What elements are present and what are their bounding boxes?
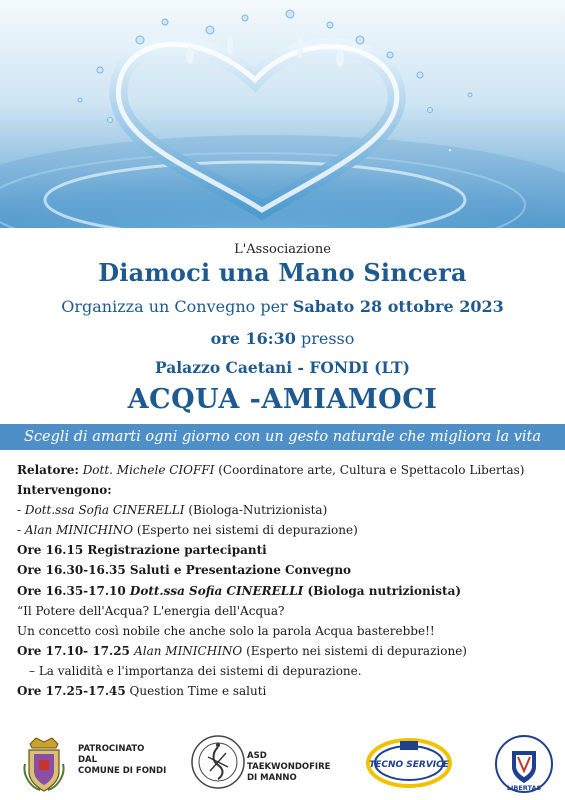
schedule-item-3-name: Dott.ssa Sofia CINERELLI [129, 583, 304, 598]
speaker-2-name: Alan MINICHINO [24, 523, 134, 538]
comune-di-fondi-crest-icon [22, 734, 66, 794]
speaker-2-line [17, 520, 557, 540]
schedule-item-3-role: (Biologa nutrizionista) [303, 583, 462, 598]
convegno-date-line [0, 297, 565, 316]
event-time: ore 16:30 [210, 329, 296, 348]
asd-line-1: ASD [247, 751, 267, 761]
patrocinato-line-2: DAL [78, 755, 98, 765]
schedule-item-5-time: Ore 17.25-17.45 [17, 684, 126, 699]
schedule-item-4-role: (Esperto nei sistemi di depurazione) [242, 643, 467, 658]
schedule-item-4 [17, 641, 557, 661]
tagline-banner: Scegli di amarti ogni giorno con un gesto naturale che migliora la vita [0, 424, 565, 450]
time-line [0, 329, 565, 348]
patrocinato-line-3: COMUNE DI FONDI [78, 766, 167, 776]
program-list [17, 460, 557, 701]
quote-line-2: Un concetto così nobile che anche solo la parola Acqua basterebbe!! [17, 623, 435, 638]
schedule-item-4-time: Ore 17.10- 17.25 [17, 643, 135, 658]
tecno-service-label: TECNO SERVICE [369, 760, 449, 770]
speaker-1-prefix: - [17, 503, 25, 518]
speaker-2-role: (Esperto nei sistemi di depurazione) [133, 523, 358, 538]
event-title: ACQUA -AMIAMOCI [127, 384, 438, 415]
event-date: Sabato 28 ottobre 2023 [292, 297, 504, 316]
speaker-1-role: (Biologa-Nutrizionista) [184, 503, 328, 518]
relatore-line [17, 460, 557, 480]
schedule-item-3 [17, 581, 557, 601]
schedule-item-3-time: Ore 16.35-17.10 [17, 583, 130, 598]
patrocinato-line-1: PATROCINATO [78, 744, 145, 754]
time-suffix: presso [295, 329, 355, 348]
taekwondo-seal-icon [190, 733, 246, 791]
organizza-prefix: Organizza un Convegno per [61, 297, 293, 316]
quote-line-1: “Il Potere dell'Acqua? L'energia dell'Acqua? [17, 603, 285, 618]
schedule-item-1: Ore 16.15 Registrazione partecipanti [17, 543, 267, 558]
intervengono-label: Intervengono: [17, 483, 112, 498]
patrocinato-text [78, 744, 166, 777]
asd-text [247, 751, 330, 784]
tecno-service-logo-icon [366, 737, 452, 789]
speaker-1-name: Dott.ssa Sofia CINERELLI [24, 503, 185, 518]
schedule-item-4-topic: – La validità e l'importanza dei sistemi di depurazione. [29, 663, 362, 678]
asd-line-3: DI MANNO [247, 773, 297, 783]
schedule-item-5 [17, 681, 557, 701]
speaker-2-prefix: - [17, 523, 25, 538]
relatore-label: Relatore: [17, 463, 79, 477]
schedule-item-4-name: Alan MINICHINO [134, 643, 243, 658]
event-venue: Palazzo Caetani - FONDI (LT) [155, 358, 410, 377]
water-heart-splash-image [0, 0, 565, 228]
association-label: L'Associazione [234, 242, 331, 257]
speaker-1-line [17, 500, 557, 520]
libertas-label: LIBERTAS [506, 784, 542, 792]
hero-water-heart-image [0, 0, 565, 228]
organization-name: Diamoci una Mano Sincera [98, 258, 467, 287]
libertas-shield-icon [494, 733, 554, 795]
asd-line-2: TAEKWONDOFIRE [247, 762, 331, 772]
relatore-role: (Coordinatore arte, Cultura e Spettacolo Libertas) [214, 463, 525, 477]
schedule-item-5-text: Question Time e saluti [125, 684, 267, 699]
relatore-name: Dott. Michele CIOFFI [78, 463, 215, 477]
schedule-item-2: Ore 16.30-16.35 Saluti e Presentazione Convegno [17, 563, 352, 578]
